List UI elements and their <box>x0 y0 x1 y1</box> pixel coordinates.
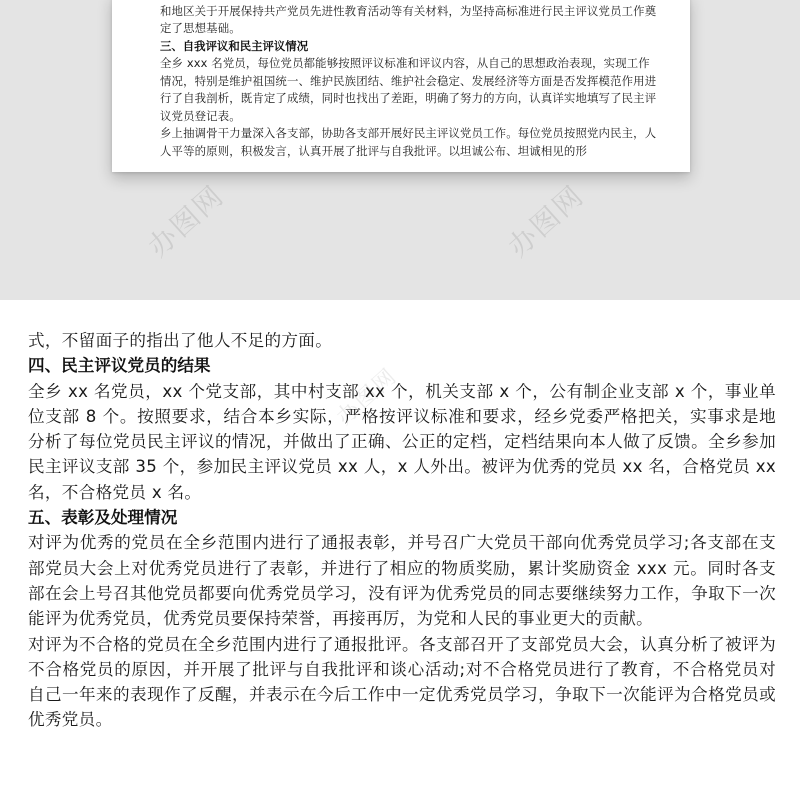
paragraph-section5-commend: 对评为优秀的党员在全乡范围内进行了通报表彰，并号召广大党员干部向优秀党员学习;各支部在支部党员大会上对优秀党员进行了表彰，并进行了相应的物质奖励，累计奖励资金 xxx 元。同时各支部在会上号召其他党员都要向优秀党员学习，没有评为优秀党员的同志要继续努力工作，争取下一次能评为优秀党员，优秀党员要保持荣誉，再接再厉，为党和人民的事业更大的贡献。 <box>28 533 776 629</box>
watermark: 办图网 <box>501 178 591 264</box>
paragraph-section5-criticize: 对评为不合格的党员在全乡范围内进行了通报批评。各支部召开了支部党员大会，认真分析了被评为不合格党员的原因，并开展了批评与自我批评和谈心活动;对不合格党员进行了教育，不合格党员对自己一年来的表现作了反醒，并表示在今后工作中一定优秀党员学习，争取下一次能评为合格党员或优秀党员。 <box>28 634 776 730</box>
card-paragraph-2: 乡上抽调骨干力量深入各支部，协助各支部开展好民主评议党员工作。每位党员按照党内民主，人人平等的原则，积极发言，认真开展了批评与自我批评。以坦诚公布、坦诚相见的形 <box>160 126 657 158</box>
heading-section4: 四、民主评议党员的结果 <box>28 356 211 376</box>
card-content <box>160 0 660 160</box>
paragraph-continued: 式，不留面子的指出了他人不足的方面。 <box>28 331 333 350</box>
document-preview-card <box>112 0 690 172</box>
heading-section5: 五、表彰及处理情况 <box>28 508 178 528</box>
card-paragraph-intro: 和地区关于开展保持共产党员先进性教育活动等有关材料，为坚持高标准进行民主评议党员工作奠定了思想基础。 <box>160 3 657 35</box>
document-body <box>28 328 776 733</box>
watermark: 办图网 <box>141 178 231 264</box>
card-heading-section3: 三、自我评议和民主评议情况 <box>160 38 309 53</box>
watermark: 办图网 <box>332 363 403 431</box>
paragraph-section4: 全乡 xx 名党员，xx 个党支部，其中村支部 xx 个，机关支部 x 个，公有制企业支部 x 个，事业单位支部 8 个。按照要求，结合本乡实际，严格按评议标准和要求，经乡党委严格把关，实事求是地分析了每位党员民主评议的情况，并做出了正确、公正的定档，定档结果向本人做了反馈。全乡参加民主评议支部 35 个，参加民主评议党员 xx 人，x 人外出。被评为优秀的党员 xx 名，合格党员 xx 名，不合格党员 x 名。 <box>28 381 776 502</box>
card-paragraph-1: 全乡 xxx 名党员，每位党员都能够按照评议标准和评议内容，从自己的思想政治表现，实现工作情况，特别是维护祖国统一、维护民族团结、维护社会稳定、发展经济等方面是否发挥模范作用进行了自我剖析，既肯定了成绩，同时也找出了差距，明确了努力的方向，认真详实地填写了民主评议党员登记表。 <box>160 56 657 123</box>
